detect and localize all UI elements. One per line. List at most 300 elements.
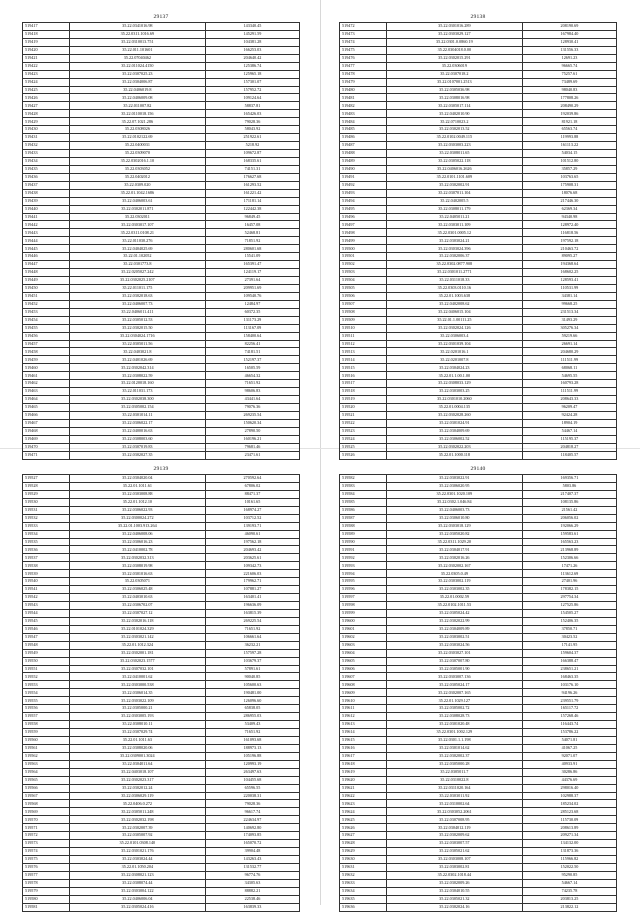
coordinate-cell: 35.22.0302032.198 xyxy=(69,816,205,824)
data-table xyxy=(339,22,617,460)
value-cell: 163839.33 xyxy=(205,903,299,911)
coordinate-cell: 35.22.0305022.118 xyxy=(386,157,522,165)
table-row xyxy=(23,617,300,625)
value-cell: 105600.63 xyxy=(205,681,299,689)
value-cell: 96209.47 xyxy=(522,404,616,412)
table-row xyxy=(23,419,300,427)
row-id-cell: 519515 xyxy=(340,364,387,372)
value-cell: 54071.81 xyxy=(522,736,616,744)
value-cell: 165426.03 xyxy=(205,110,299,118)
panel-title: 29138 xyxy=(470,14,486,20)
row-id-cell: 519603 xyxy=(340,641,387,649)
value-cell: 220038.31 xyxy=(205,792,299,800)
row-id-cell: 519556 xyxy=(23,705,70,713)
table-row xyxy=(23,372,300,380)
coordinate-cell: 35.22.0302006.37 xyxy=(386,253,522,261)
coordinate-cell: 35.22.0406003.61 xyxy=(69,197,205,205)
table-row xyxy=(23,150,300,158)
table-row xyxy=(340,443,617,451)
row-id-cell: 519630 xyxy=(340,856,387,864)
value-cell: 31493.29 xyxy=(522,316,616,324)
coordinate-cell: 35.22.0307029.74 xyxy=(69,729,205,737)
coordinate-cell: 35.22.0402005.5 xyxy=(386,197,522,205)
coordinate-cell: 35.22.01.1003.638 xyxy=(386,292,522,300)
table-row xyxy=(340,768,617,776)
value-cell: 208613.89 xyxy=(522,824,616,832)
row-id-cell: 519487 xyxy=(340,142,387,150)
coordinate-cell: 35.22.0311.0108.21 xyxy=(69,229,205,237)
row-id-cell: 519430 xyxy=(23,126,70,134)
value-cell: 54467.14 xyxy=(522,427,616,435)
value-cell: 81921.18 xyxy=(522,118,616,126)
value-cell: 161093.68 xyxy=(205,736,299,744)
coordinate-cell: 35.22.0301024.91 xyxy=(386,419,522,427)
table-row xyxy=(340,665,617,673)
row-id-cell: 519426 xyxy=(23,94,70,102)
panel-title: 29137 xyxy=(153,14,169,20)
coordinate-cell: 35.22.0302015.291 xyxy=(386,54,522,62)
value-cell: 171181.14 xyxy=(205,197,299,205)
coordinate-cell: 35.22.0406009.08 xyxy=(69,94,205,102)
table-row xyxy=(23,443,300,451)
coordinate-cell: 35.22.0301.0.0860.19 xyxy=(386,38,522,46)
value-cell: 104381.28 xyxy=(205,38,299,46)
row-id-cell: 519621 xyxy=(340,784,387,792)
row-id-cell: 519509 xyxy=(340,316,387,324)
coordinate-cell: 35.22.0410002.78 xyxy=(69,546,205,554)
value-cell: 5218.92 xyxy=(205,142,299,150)
row-id-cell: 519534 xyxy=(23,530,70,538)
table-row xyxy=(340,514,617,522)
coordinate-cell: 35.22.0306702.07 xyxy=(69,602,205,610)
row-id-cell: 519517 xyxy=(340,380,387,388)
coordinate-cell: 35.22.0402012 xyxy=(69,173,205,181)
value-cell: 74181.51 xyxy=(205,348,299,356)
row-id-cell: 519438 xyxy=(23,189,70,197)
row-id-cell: 519508 xyxy=(340,308,387,316)
coordinate-cell: 35.22.0301.1.1.198 xyxy=(386,736,522,744)
value-cell: 21561.42 xyxy=(522,506,616,514)
table-row xyxy=(23,253,300,261)
row-id-cell: 519526 xyxy=(340,451,387,459)
table-row xyxy=(23,744,300,752)
table-row xyxy=(23,332,300,340)
table-row xyxy=(340,729,617,737)
coordinate-cell: 35.22.0102.0049.115 xyxy=(386,134,522,142)
coordinate-cell: 35.22.0307032.101 xyxy=(69,665,205,673)
value-cell: 192039.86 xyxy=(522,110,616,118)
table-row xyxy=(340,38,617,46)
table-row xyxy=(340,150,617,158)
table-row xyxy=(340,721,617,729)
row-id-cell: 519587 xyxy=(340,514,387,522)
table-row xyxy=(340,404,617,412)
table-row xyxy=(340,435,617,443)
value-cell: 16457.08 xyxy=(205,221,299,229)
row-id-cell: 519625 xyxy=(340,816,387,824)
coordinate-cell: 35.22.0301.1002.129 xyxy=(386,729,522,737)
value-cell: 159604.37 xyxy=(522,649,616,657)
table-row xyxy=(23,697,300,705)
table-row xyxy=(23,498,300,506)
value-cell: 165563.23 xyxy=(522,538,616,546)
value-cell: 105196.88 xyxy=(205,752,299,760)
coordinate-cell: 35.22.0307008.95 xyxy=(386,816,522,824)
table-row xyxy=(340,284,617,292)
table-row xyxy=(23,388,300,396)
value-cell: 188973.13 xyxy=(205,744,299,752)
table-row xyxy=(340,824,617,832)
coordinate-cell: 35.22.0310022.8 xyxy=(386,776,522,784)
row-id-cell: 519567 xyxy=(23,792,70,800)
row-id-cell: 519554 xyxy=(23,689,70,697)
coordinate-cell: 35.22.0303002.35 xyxy=(386,586,522,594)
coordinate-cell: 35.22.0303029.127 xyxy=(386,30,522,38)
value-cell: 88471.37 xyxy=(205,490,299,498)
value-cell: 285123.68 xyxy=(522,808,616,816)
value-cell: 120993.19 xyxy=(205,760,299,768)
table-row xyxy=(23,570,300,578)
table-row xyxy=(23,879,300,887)
row-id-cell: 519436 xyxy=(23,173,70,181)
row-id-cell: 519518 xyxy=(340,388,387,396)
value-cell: 168463.35 xyxy=(522,673,616,681)
coordinate-cell: 35.22.0303017.107 xyxy=(69,221,205,229)
table-row xyxy=(23,277,300,285)
data-table xyxy=(22,22,300,460)
value-cell: 67806.02 xyxy=(205,482,299,490)
row-id-cell: 519427 xyxy=(23,102,70,110)
coordinate-cell: 35.22.0308011.65 xyxy=(386,150,522,158)
table-row xyxy=(23,752,300,760)
coordinate-cell: 35.22.0306010.80 xyxy=(386,514,522,522)
value-cell: 71851.92 xyxy=(205,237,299,245)
value-cell: 96774.76 xyxy=(205,871,299,879)
coordinate-cell: 35.22.0308010.11 xyxy=(69,721,205,729)
row-id-cell: 519620 xyxy=(340,776,387,784)
coordinate-cell: 35.22.0404025.69 xyxy=(69,245,205,253)
table-row xyxy=(23,292,300,300)
row-id-cell: 519485 xyxy=(340,126,387,134)
coordinate-cell: 35.22.0401026.69 xyxy=(69,356,205,364)
coordinate-cell: 35.22.0302002.37 xyxy=(386,752,522,760)
coordinate-cell: 35.22.0302024.126 xyxy=(386,324,522,332)
value-cell: 158400.64 xyxy=(205,332,299,340)
row-id-cell: 519493 xyxy=(340,189,387,197)
table-row xyxy=(340,86,617,94)
value-cell: 79681.46 xyxy=(205,443,299,451)
coordinate-cell: 35.22.011.101601 xyxy=(69,46,205,54)
coordinate-cell: 35.22.0302016.1.10 xyxy=(69,157,205,165)
coordinate-cell: 35.22.0304006.87 xyxy=(69,78,205,86)
value-cell: 96617.74 xyxy=(205,808,299,816)
value-cell: 107881.27 xyxy=(205,586,299,594)
value-cell: 57891.61 xyxy=(205,665,299,673)
table-row xyxy=(340,816,617,824)
coordinate-cell: 35.22.0302022.99 xyxy=(386,617,522,625)
coordinate-cell: 35.22.0301.0005.12 xyxy=(386,229,522,237)
coordinate-cell: 35.22.0304024.23 xyxy=(386,364,522,372)
coordinate-cell: 35.22.0406016.2626 xyxy=(386,165,522,173)
table-row xyxy=(340,784,617,792)
value-cell: 102988.37 xyxy=(522,792,616,800)
row-id-cell: 519594 xyxy=(340,570,387,578)
table-row xyxy=(340,356,617,364)
value-cell: 221606.03 xyxy=(205,570,299,578)
coordinate-cell: 35.22.0303022.109 xyxy=(69,697,205,705)
coordinate-cell: 35.22.0302038.300 xyxy=(69,396,205,404)
value-cell: 39904.48 xyxy=(205,848,299,856)
coordinate-cell: 35.22.0406.0.272 xyxy=(69,800,205,808)
value-cell: 108135.86 xyxy=(522,498,616,506)
table-row xyxy=(23,435,300,443)
coordinate-cell: 35.22.0302023.317 xyxy=(69,776,205,784)
coordinate-cell: 35.22.0102122.69 xyxy=(69,134,205,142)
row-id-cell: 519441 xyxy=(23,213,70,221)
table-row xyxy=(340,713,617,721)
value-cell: 161113.22 xyxy=(522,142,616,150)
coordinate-cell: 35.22.0305021.32 xyxy=(386,895,522,903)
coordinate-cell: 35.22.0302016.26 xyxy=(386,554,522,562)
row-id-cell: 519490 xyxy=(340,165,387,173)
row-id-cell: 519533 xyxy=(23,522,70,530)
value-cell: 22538.46 xyxy=(205,895,299,903)
table-row xyxy=(23,46,300,54)
coordinate-cell: 35.22.0302018.63 xyxy=(69,292,205,300)
value-cell: 152022.50 xyxy=(522,863,616,871)
coordinate-cell: 35.22.0403018.107 xyxy=(69,768,205,776)
value-cell: 168335.61 xyxy=(205,157,299,165)
row-id-cell: 519465 xyxy=(23,404,70,412)
table-row xyxy=(23,189,300,197)
value-cell: 159583.61 xyxy=(522,530,616,538)
value-cell: 160793.28 xyxy=(522,380,616,388)
value-cell: 177808.26 xyxy=(522,94,616,102)
coordinate-cell: 35.22.0303011.109 xyxy=(386,221,522,229)
row-id-cell: 519576 xyxy=(23,863,70,871)
table-row xyxy=(340,316,617,324)
row-id-cell: 519569 xyxy=(23,808,70,816)
table-row xyxy=(23,142,300,150)
coordinate-cell: 35.22.0308021.123 xyxy=(69,871,205,879)
table-row xyxy=(23,54,300,62)
row-id-cell: 519584 xyxy=(340,490,387,498)
row-id-cell: 519632 xyxy=(340,871,387,879)
value-cell: 280601.68 xyxy=(205,245,299,253)
row-id-cell: 519461 xyxy=(23,372,70,380)
table-row xyxy=(23,625,300,633)
value-cell: 54667.14 xyxy=(522,879,616,887)
table-row xyxy=(340,419,617,427)
table-row xyxy=(340,633,617,641)
coordinate-cell: 35.22.0305002.154 xyxy=(69,404,205,412)
row-id-cell: 519633 xyxy=(340,879,387,887)
coordinate-cell: 35.22.0305017.114 xyxy=(386,102,522,110)
table-row xyxy=(23,832,300,840)
coordinate-cell: 35.22.0301011.2771 xyxy=(386,269,522,277)
table-row xyxy=(340,681,617,689)
row-id-cell: 519504 xyxy=(340,277,387,285)
value-cell: 161221.42 xyxy=(205,189,299,197)
table-row xyxy=(340,277,617,285)
row-id-cell: 519555 xyxy=(23,697,70,705)
coordinate-cell: 35.22.0306029.119 xyxy=(69,792,205,800)
value-cell: 269235.54 xyxy=(205,411,299,419)
table-row xyxy=(23,237,300,245)
coordinate-cell: 35.22.0308028.73 xyxy=(386,713,522,721)
row-id-cell: 519440 xyxy=(23,205,70,213)
row-id-cell: 519542 xyxy=(23,594,70,602)
coordinate-cell: 35.22.0406003.73 xyxy=(386,506,522,514)
row-id-cell: 519575 xyxy=(23,856,70,864)
value-cell: 44376.69 xyxy=(522,776,616,784)
row-id-cell: 519467 xyxy=(23,419,70,427)
table-panel-bottom-right xyxy=(339,464,617,912)
value-cell: 65838.05 xyxy=(205,705,299,713)
coordinate-cell: 35.22.0307011.104 xyxy=(386,189,522,197)
coordinate-cell: 35.22.0406011.411 xyxy=(69,308,205,316)
value-cell: 210463.72 xyxy=(522,245,616,253)
table-row xyxy=(23,784,300,792)
row-id-cell: 519619 xyxy=(340,768,387,776)
coordinate-cell: 35.22.0302023.1577 xyxy=(69,657,205,665)
value-cell: 12691.23 xyxy=(522,54,616,62)
coordinate-cell: 35.22.0303002.81 xyxy=(386,863,522,871)
value-cell: 124119.17 xyxy=(205,269,299,277)
value-cell: 286955.03 xyxy=(205,713,299,721)
row-id-cell: 519475 xyxy=(340,46,387,54)
coordinate-cell: 35.22.01.1000.118 xyxy=(386,451,522,459)
value-cell: 36232.21 xyxy=(205,641,299,649)
table-row xyxy=(23,157,300,165)
row-id-cell: 519489 xyxy=(340,157,387,165)
value-cell: 89095.27 xyxy=(522,253,616,261)
table-row xyxy=(23,229,300,237)
value-cell: 192066.29 xyxy=(522,522,616,530)
coordinate-cell: 35.22.0403010.63 xyxy=(69,594,205,602)
table-row xyxy=(23,554,300,562)
coordinate-cell: 35.22.0306003.4 xyxy=(386,332,522,340)
row-id-cell: 519612 xyxy=(340,713,387,721)
table-row xyxy=(23,641,300,649)
coordinate-cell: 35.22.0305024.42 xyxy=(386,609,522,617)
table-row xyxy=(23,380,300,388)
row-id-cell: 519457 xyxy=(23,340,70,348)
coordinate-cell: 35.22.0402010.90 xyxy=(386,110,522,118)
value-cell: 157597.28 xyxy=(205,649,299,657)
table-row xyxy=(23,102,300,110)
row-id-cell: 519546 xyxy=(23,625,70,633)
coordinate-cell: 35.22.0306022.17 xyxy=(69,419,205,427)
value-cell: 54034.15 xyxy=(522,150,616,158)
table-row xyxy=(23,609,300,617)
value-cell: 115195.37 xyxy=(522,435,616,443)
table-row xyxy=(23,792,300,800)
data-table xyxy=(339,474,617,912)
value-cell: 160196.21 xyxy=(205,435,299,443)
table-row xyxy=(23,538,300,546)
value-cell: 217446.30 xyxy=(522,197,616,205)
coordinate-cell: 35.22.0302032.313 xyxy=(69,554,205,562)
coordinate-cell: 35.22.0302.1018.44 xyxy=(386,871,522,879)
table-row xyxy=(340,197,617,205)
table-row xyxy=(23,665,300,673)
table-row xyxy=(23,38,300,46)
table-row xyxy=(340,427,617,435)
row-id-cell: 519585 xyxy=(340,498,387,506)
table-row xyxy=(340,657,617,665)
coordinate-cell: 35.22.0305024.17 xyxy=(386,681,522,689)
row-id-cell: 519561 xyxy=(23,744,70,752)
row-id-cell: 519446 xyxy=(23,253,70,261)
coordinate-cell: 35.22.0406015.104 xyxy=(386,308,522,316)
coordinate-cell: 35.22.0303007.57 xyxy=(386,840,522,848)
coordinate-cell: 35.22.01.1012.10 xyxy=(69,498,205,506)
value-cell: 79028.36 xyxy=(205,800,299,808)
row-id-cell: 519590 xyxy=(340,538,387,546)
coordinate-cell: 35.22.0303003.223 xyxy=(386,142,522,150)
coordinate-cell: 35.22.0302009.26 xyxy=(386,879,522,887)
table-row xyxy=(23,633,300,641)
value-cell: 5803.86 xyxy=(522,482,616,490)
value-cell: 60372.35 xyxy=(205,308,299,316)
table-row xyxy=(340,364,617,372)
coordinate-cell: 35.22.0307019.83 xyxy=(69,443,205,451)
value-cell: 103763.65 xyxy=(522,173,616,181)
table-row xyxy=(340,340,617,348)
coordinate-cell: 35.22.0406019.8 xyxy=(69,86,205,94)
row-id-cell: 519435 xyxy=(23,165,70,173)
coordinate-cell: 35.22.0306014.35 xyxy=(69,689,205,697)
row-id-cell: 519586 xyxy=(340,506,387,514)
value-cell: 213822.12 xyxy=(522,903,616,911)
row-id-cell: 519447 xyxy=(23,261,70,269)
value-cell: 152197.37 xyxy=(205,356,299,364)
row-id-cell: 519536 xyxy=(23,546,70,554)
table-row xyxy=(340,300,617,308)
row-id-cell: 519581 xyxy=(23,903,70,911)
table-row xyxy=(23,602,300,610)
coordinate-cell: 35.22.0400016.63 xyxy=(69,427,205,435)
value-cell: 41067.25 xyxy=(522,744,616,752)
coordinate-cell: 35.22.0201016.1 xyxy=(386,348,522,356)
coordinate-cell: 35.22.01.0002.59 xyxy=(386,594,522,602)
table-row xyxy=(340,237,617,245)
table-row xyxy=(340,205,617,213)
row-id-cell: 519432 xyxy=(23,142,70,150)
value-cell: 79076.36 xyxy=(205,404,299,412)
row-id-cell: 519629 xyxy=(340,848,387,856)
table-row xyxy=(23,173,300,181)
coordinate-cell: 35.22.0308016.98 xyxy=(386,94,522,102)
value-cell: 194368.64 xyxy=(522,261,616,269)
value-cell: 166253.03 xyxy=(205,46,299,54)
value-cell: 46090.61 xyxy=(205,530,299,538)
row-id-cell: 519628 xyxy=(340,840,387,848)
row-id-cell: 519623 xyxy=(340,800,387,808)
value-cell: 269225.54 xyxy=(205,617,299,625)
table-row xyxy=(340,617,617,625)
table-row xyxy=(23,340,300,348)
coordinate-cell: 35.22.0303011.92 xyxy=(386,792,522,800)
row-id-cell: 519529 xyxy=(23,490,70,498)
row-id-cell: 519488 xyxy=(340,150,387,158)
row-id-cell: 519486 xyxy=(340,134,387,142)
value-cell: 74151.31 xyxy=(205,165,299,173)
value-cell: 165117.72 xyxy=(522,705,616,713)
value-cell: 203813.25 xyxy=(522,895,616,903)
value-cell: 103176.10 xyxy=(522,681,616,689)
